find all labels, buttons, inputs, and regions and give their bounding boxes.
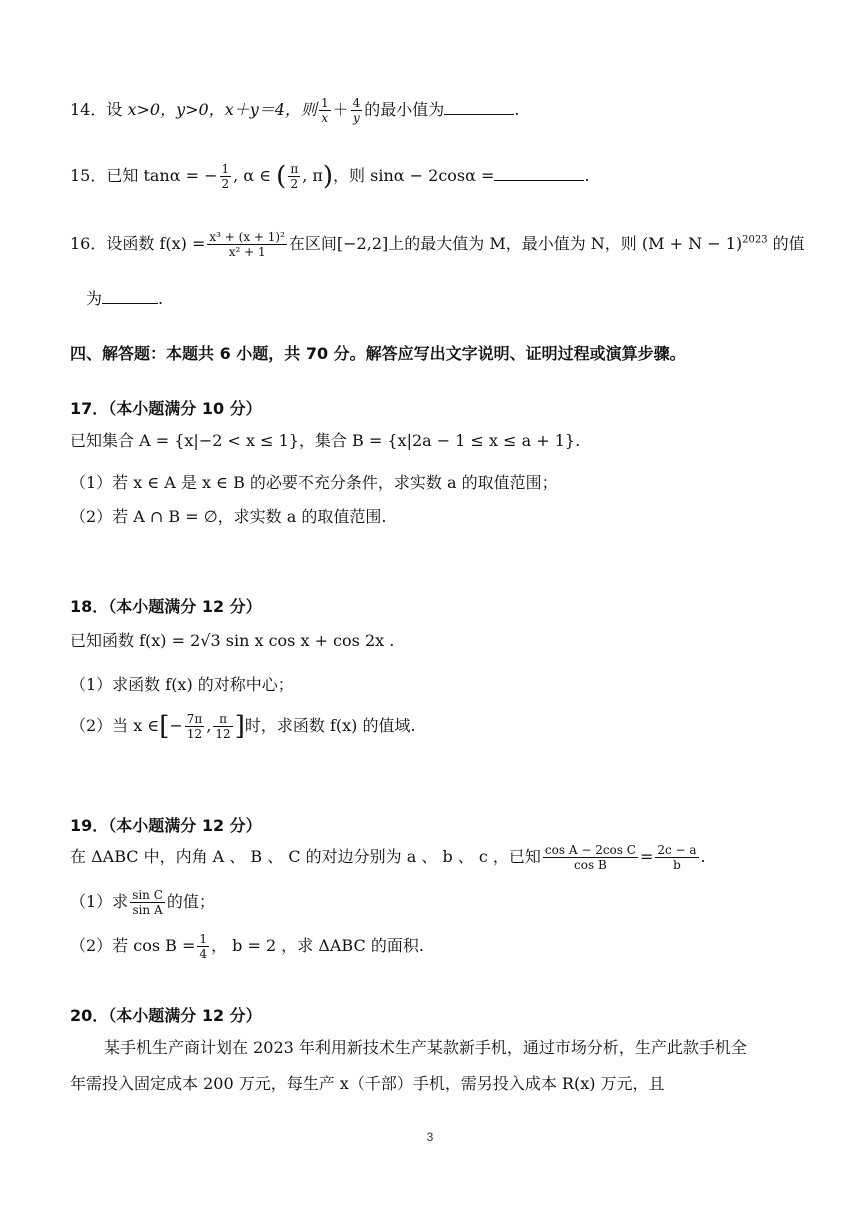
q18-fraction-2: [213, 712, 232, 741]
q16-expr: (M + N − 1): [641, 234, 743, 253]
q16-end: .: [158, 289, 164, 308]
q19-f-den: cos B: [574, 858, 607, 872]
q18-f2-den: 12: [215, 727, 231, 741]
q18-p2-tail: 时，求函数 f(x) 的值域.: [244, 716, 416, 735]
q15-mid: , α ∈: [233, 166, 277, 185]
q18-part1: （1）求函数 f(x) 的对称中心；: [70, 675, 294, 694]
q15-answer-blank[interactable]: [494, 166, 584, 181]
q15-end: .: [584, 166, 590, 185]
q18-part2: [70, 712, 416, 741]
q15-int-tail: , π: [302, 166, 323, 185]
q18-p2-prefix: （2）当 x ∈: [70, 716, 160, 735]
q19-title: 19．（本小题满分 12 分）: [70, 816, 262, 835]
q16-mid: 在区间[−2,2]上的最大值为 M，最小值为 N，则: [288, 234, 637, 253]
q14-fraction-2: [351, 96, 363, 125]
q19-fraction-left: [543, 843, 638, 872]
q19-p1-fraction: [130, 888, 165, 917]
q19-g-den: b: [673, 858, 681, 872]
q15-prefix: 15．已知 tanα = −: [70, 166, 218, 185]
question-16-line2: [86, 288, 163, 310]
q16-frac-den: x² + 1: [228, 245, 266, 259]
q18-f1-num: 7π: [186, 712, 203, 726]
q18-title: 18．（本小题满分 12 分）: [70, 597, 262, 616]
q19-p2-num: 1: [199, 932, 208, 946]
q19-equals: =: [639, 847, 654, 866]
q16-fraction: [207, 230, 287, 259]
question-15: 15．已知 tanα = − $\frac{1}{2}$ , α ∈ ( $\frac{\pi}{2}$ , π)，则 sinα − 2cosα = .: [70, 161, 590, 192]
page-number: 3: [426, 1130, 434, 1144]
q17-part1: （1）若 x ∈ A 是 x ∈ B 的必要不充分条件，求实数 a 的取值范围；: [70, 473, 558, 492]
q20-title: 20．（本小题满分 12 分）: [70, 1006, 262, 1025]
q15-int-den: 2: [290, 177, 299, 191]
q19-p1-num: sin C: [132, 888, 163, 902]
section-4-heading: 四、解答题：本题共 6 小题，共 70 分。解答应写出文字说明、证明过程或演算步骤。: [70, 344, 686, 363]
q19-fraction-right: [655, 843, 698, 872]
q14-frac1-den: x: [321, 111, 329, 125]
q17-stem: 已知集合 A = {x|−2 < x ≤ 1}，集合 B = {x|2a − 1 ≤ x ≤ a + 1}.: [70, 431, 581, 450]
q16-prefix: 16．设函数 f(x) =: [70, 234, 206, 253]
q19-stem: [70, 843, 706, 872]
q19-p1-prefix: （1）求: [70, 892, 129, 911]
q18-right-bracket: ]: [234, 711, 245, 742]
q14-answer-blank[interactable]: [444, 100, 514, 115]
q15-frac-den: 2: [221, 177, 230, 191]
q14-frac1-num: 1: [320, 96, 329, 110]
q19-stem-prefix: 在 ΔABC 中，内角 A 、 B 、 C 的对边分别为 a 、 b 、 c ，已知: [70, 847, 541, 866]
q19-p1-tail: 的值；: [166, 892, 215, 911]
q15-frac-num: 1: [221, 162, 230, 176]
q14-plus: ＋: [332, 100, 349, 119]
q14-fraction-1: [319, 96, 331, 125]
q20-line1: 某手机生产商计划在 2023 年利用新技术生产某款新手机，通过市场分析，生产此款手机全: [104, 1038, 747, 1057]
q14-suffix: 的最小值为: [364, 100, 445, 119]
q19-p2-tail: ， b = 2 ，求 ΔABC 的面积.: [211, 936, 424, 955]
q16-answer-blank[interactable]: [102, 289, 158, 304]
q15-interval-fraction: [288, 162, 300, 191]
q19-part2: [70, 932, 424, 961]
q19-part1: [70, 888, 215, 917]
question-16: [70, 230, 805, 259]
question-14: [70, 96, 519, 125]
q16-frac-num: x³ + (x + 1)²: [209, 230, 285, 244]
q19-p2-prefix: （2）若 cos B =: [70, 936, 196, 955]
q18-minus: −: [169, 716, 183, 735]
q19-g-num: 2c − a: [657, 843, 697, 857]
q15-int-num: π: [290, 162, 299, 176]
q14-end: .: [514, 100, 520, 119]
q14-frac2-num: 4: [352, 96, 361, 110]
q18-fraction-1: [185, 712, 205, 741]
q18-left-bracket: [: [159, 711, 170, 742]
q16-line2: 为: [86, 289, 103, 308]
q15-fraction: [220, 162, 232, 191]
q15-tail: ，则 sinα − 2cosα =: [333, 166, 495, 185]
q18-f2-num: π: [219, 712, 227, 726]
q16-exponent: 2023: [742, 234, 768, 246]
q18-f1-den: 12: [186, 727, 203, 741]
q19-p2-fraction: [197, 932, 209, 961]
q19-end: .: [700, 847, 706, 866]
q20-line2: 年需投入固定成本 200 万元，每生产 x（千部）手机，需另投入成本 R(x) 万元，且: [70, 1074, 665, 1093]
q14-prefix: 14．设: [70, 100, 128, 119]
q14-condition: x>0，y>0，x＋y＝4，则: [127, 100, 317, 119]
q19-p2-den: 4: [199, 947, 208, 961]
q14-frac2-den: y: [353, 111, 360, 125]
q18-stem: 已知函数 f(x) = 2√3 sin x cos x + cos 2x .: [70, 631, 395, 650]
q16-tail: 的值: [772, 234, 805, 253]
q17-part2: （2）若 A ∩ B = ∅，求实数 a 的取值范围.: [70, 507, 387, 526]
q17-title: 17．（本小题满分 10 分）: [70, 399, 262, 418]
q19-f-num: cos A − 2cos C: [544, 843, 636, 857]
q18-comma: ,: [206, 716, 212, 735]
q19-p1-den: sin A: [132, 903, 163, 917]
